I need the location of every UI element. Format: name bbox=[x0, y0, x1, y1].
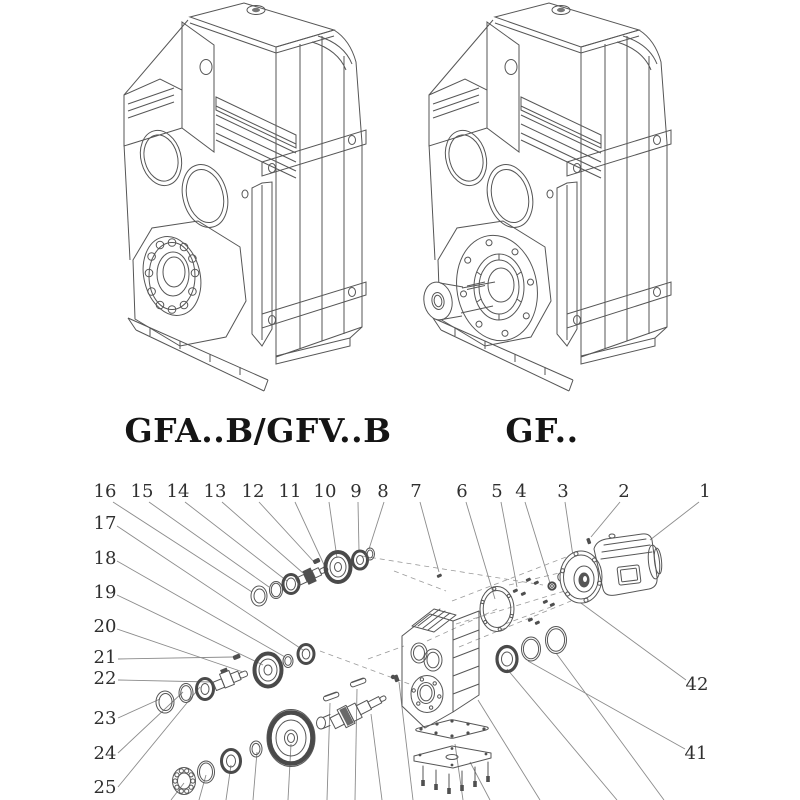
leader-line-cropped bbox=[371, 714, 382, 800]
part-number-16: 16 bbox=[93, 481, 117, 502]
part-number-15: 15 bbox=[130, 481, 154, 502]
motor-body bbox=[594, 534, 657, 596]
gasket-plates bbox=[414, 719, 491, 794]
intermediate-shaft-assembly bbox=[156, 645, 314, 714]
part-number-10: 10 bbox=[313, 481, 337, 502]
leader-line-24 bbox=[118, 692, 183, 753]
assembly-axis-dash bbox=[368, 646, 404, 659]
bearing bbox=[497, 647, 517, 672]
part-number-24: 24 bbox=[93, 743, 117, 764]
motor-assembly bbox=[560, 534, 663, 603]
part-number-3: 3 bbox=[557, 481, 569, 502]
housing-bolt bbox=[391, 675, 395, 679]
part-number-18: 18 bbox=[93, 548, 117, 569]
leader-line-cropped bbox=[327, 703, 330, 800]
leader-line-15 bbox=[149, 502, 269, 587]
part-number-2: 2 bbox=[618, 481, 630, 502]
part-number-13: 13 bbox=[203, 481, 227, 502]
leader-line-4 bbox=[525, 502, 550, 583]
part-number-6: 6 bbox=[456, 481, 468, 502]
gearbox-housing-left bbox=[124, 3, 366, 391]
output-shaft bbox=[328, 688, 390, 733]
output-gear bbox=[267, 710, 315, 767]
exploded-parts-diagram bbox=[0, 470, 800, 800]
leader-line-3 bbox=[565, 502, 573, 556]
output-shaft bbox=[421, 280, 455, 322]
part-number-20: 20 bbox=[93, 616, 117, 637]
assembly-axis-dash bbox=[394, 571, 446, 591]
leader-line-10 bbox=[329, 502, 337, 558]
assembly-axis-dash bbox=[459, 601, 571, 647]
part-number-25: 25 bbox=[93, 777, 117, 798]
part-number-8: 8 bbox=[377, 481, 389, 502]
model-caption-right: GF.. bbox=[505, 411, 579, 450]
leader-line-cropped bbox=[507, 669, 617, 800]
leader-line-9 bbox=[358, 502, 359, 551]
model-caption-left: GFA..B/GFV..B bbox=[124, 411, 392, 450]
part-number-4: 4 bbox=[515, 481, 527, 502]
part-number-9: 9 bbox=[350, 481, 362, 502]
leader-line-12 bbox=[259, 502, 315, 563]
input-shaft-assembly bbox=[251, 548, 375, 606]
assembly-axis-dash bbox=[505, 607, 551, 624]
retaining-ring bbox=[546, 627, 567, 654]
shaft-keys bbox=[323, 677, 367, 701]
part-number-11: 11 bbox=[278, 481, 302, 502]
leader-line-11 bbox=[295, 502, 326, 569]
intermediate-shaft bbox=[210, 661, 249, 691]
leader-line-41 bbox=[528, 661, 685, 749]
part-number-21: 21 bbox=[93, 647, 117, 668]
gearbox-housing-right bbox=[429, 3, 671, 391]
leader-line-2 bbox=[591, 502, 620, 537]
gear-housing bbox=[391, 609, 479, 728]
leader-line-42 bbox=[574, 598, 686, 680]
output-flange-shaft bbox=[421, 229, 546, 347]
leader-line-1 bbox=[650, 502, 699, 540]
housing-bore-output bbox=[411, 676, 443, 713]
part-number-22: 22 bbox=[93, 668, 117, 689]
part-number-12: 12 bbox=[241, 481, 265, 502]
part-number-1: 1 bbox=[699, 481, 711, 502]
key bbox=[232, 653, 241, 660]
leader-line-8 bbox=[369, 502, 384, 549]
part-number-14: 14 bbox=[166, 481, 190, 502]
part-number-19: 19 bbox=[93, 582, 117, 603]
part-number-7: 7 bbox=[410, 481, 422, 502]
motor-bolt bbox=[586, 538, 591, 545]
snap-ring bbox=[198, 761, 215, 783]
spacer bbox=[317, 717, 326, 729]
leader-line-18 bbox=[117, 561, 285, 657]
ball-bearing bbox=[173, 768, 196, 795]
leader-line-cropped bbox=[556, 653, 664, 800]
gearbox-drawing-left bbox=[124, 3, 366, 391]
leader-line-cropped bbox=[199, 775, 206, 800]
leader-line-5 bbox=[501, 502, 517, 587]
gearbox-drawing-right bbox=[421, 3, 671, 391]
cover-bolts bbox=[421, 762, 490, 794]
leader-lines bbox=[113, 502, 699, 800]
leader-line-cropped bbox=[288, 744, 291, 800]
bearing bbox=[222, 750, 241, 773]
leader-line-6 bbox=[466, 502, 495, 599]
leader-line-20 bbox=[117, 629, 243, 672]
leader-line-17 bbox=[117, 526, 303, 650]
leader-line-cropped bbox=[399, 682, 413, 800]
leader-line-7 bbox=[420, 502, 439, 572]
output-shaft-assembly bbox=[173, 674, 400, 794]
hollow-shaft-bearing bbox=[135, 230, 209, 321]
part-number-23: 23 bbox=[93, 708, 117, 729]
part-number-41: 41 bbox=[684, 743, 708, 764]
snap-ring bbox=[522, 637, 541, 661]
part-number-5: 5 bbox=[491, 481, 503, 502]
leader-line-19 bbox=[117, 595, 263, 665]
leader-line-23 bbox=[118, 699, 160, 718]
key bbox=[312, 557, 320, 564]
leader-line-cropped bbox=[478, 700, 540, 800]
part-number-42: 42 bbox=[685, 674, 709, 695]
leader-line-cropped bbox=[253, 752, 257, 800]
leader-line-16 bbox=[113, 502, 252, 592]
leader-line-21 bbox=[118, 657, 233, 659]
bearing bbox=[298, 645, 314, 664]
part-number-17: 17 bbox=[93, 513, 117, 534]
round-nut bbox=[548, 582, 555, 589]
